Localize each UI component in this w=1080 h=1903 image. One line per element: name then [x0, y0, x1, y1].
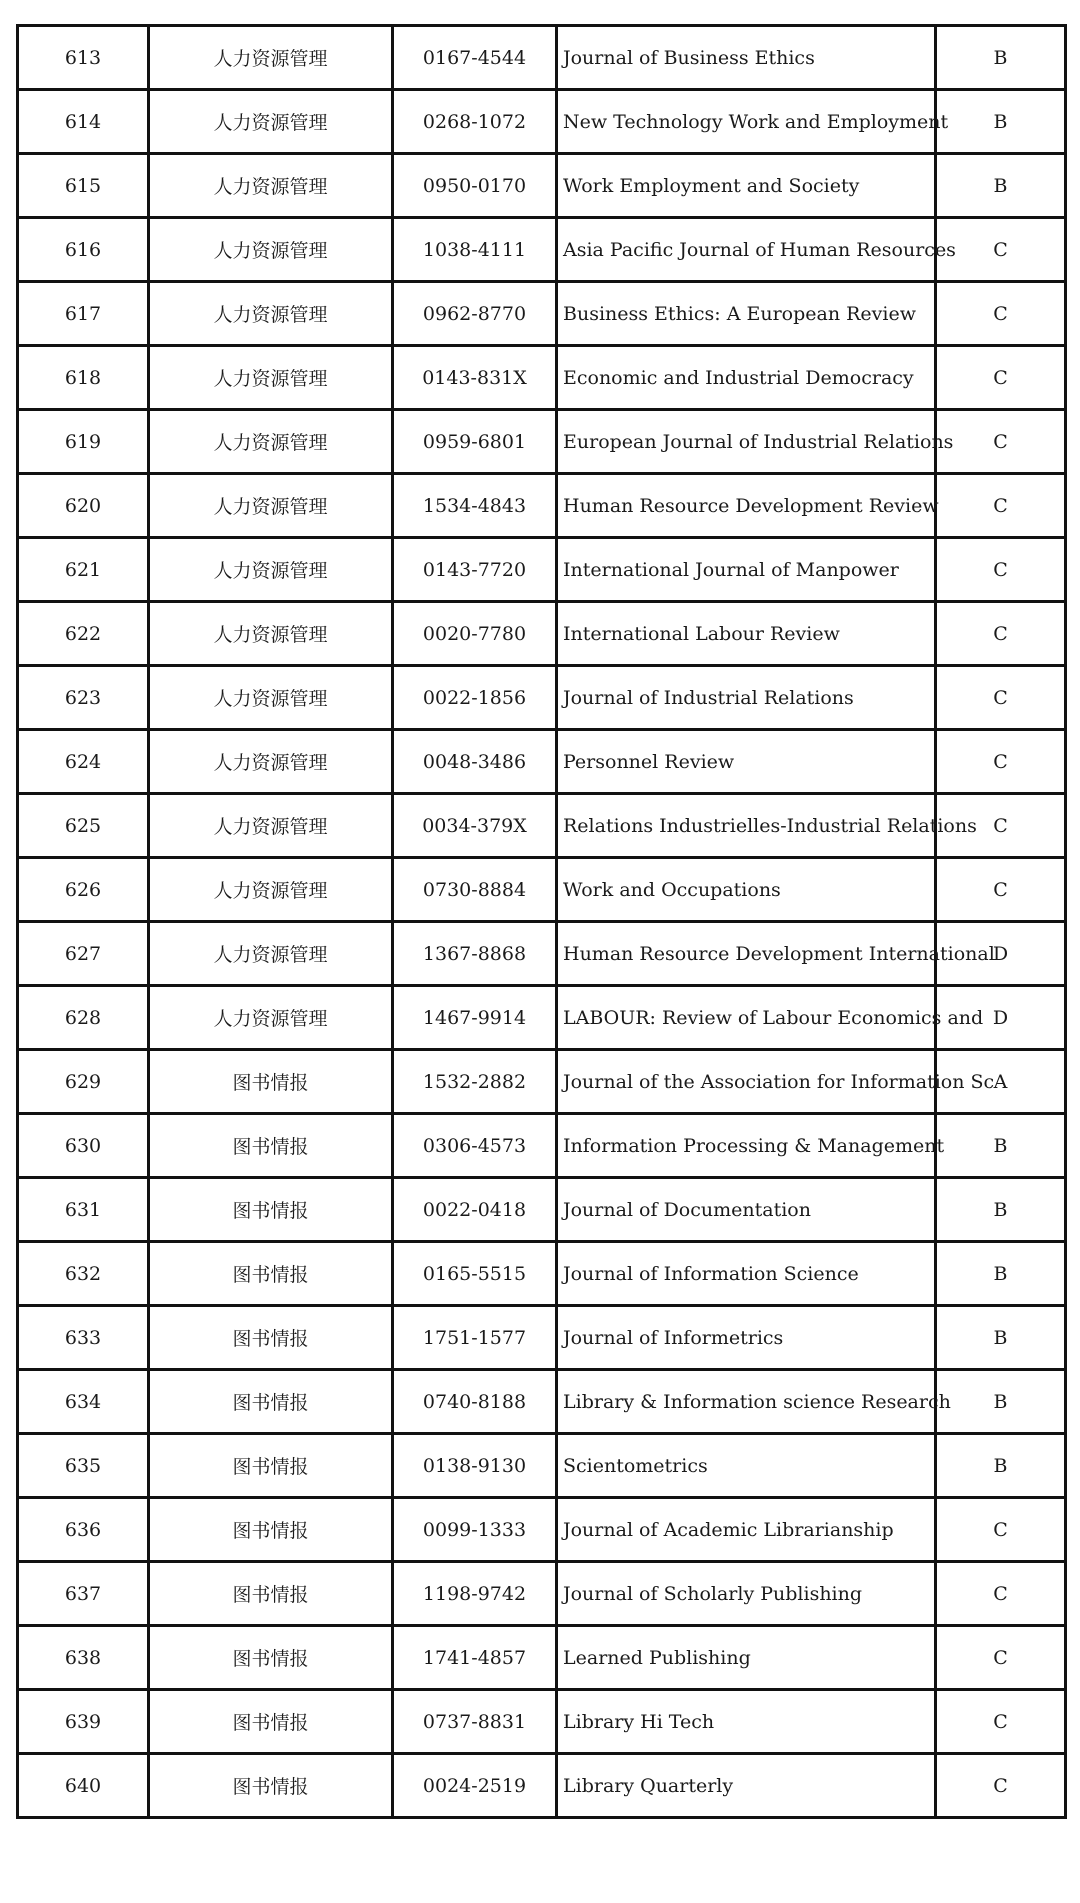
table-row [18, 154, 1066, 218]
subject-category: 图书情报 [149, 1306, 393, 1370]
issn-cell: 0143-7720 [393, 538, 557, 602]
issn-cell: 0143-831X [393, 346, 557, 410]
issn-cell: 0022-1856 [393, 666, 557, 730]
grade-cell: D [936, 986, 1066, 1050]
table-row [18, 1050, 1066, 1114]
issn-cell: 1367-8868 [393, 922, 557, 986]
row-number: 631 [18, 1178, 149, 1242]
table-row [18, 858, 1066, 922]
row-number: 618 [18, 346, 149, 410]
subject-category: 人力资源管理 [149, 794, 393, 858]
row-number: 616 [18, 218, 149, 282]
grade-cell: B [936, 90, 1066, 154]
journal-title: Scientometrics [557, 1434, 936, 1498]
issn-cell: 0099-1333 [393, 1498, 557, 1562]
row-number: 638 [18, 1626, 149, 1690]
issn-cell: 0962-8770 [393, 282, 557, 346]
row-number: 636 [18, 1498, 149, 1562]
table-row [18, 1498, 1066, 1562]
issn-cell: 1741-4857 [393, 1626, 557, 1690]
grade-cell: C [936, 1754, 1066, 1818]
table-row [18, 1626, 1066, 1690]
subject-category: 人力资源管理 [149, 538, 393, 602]
subject-category: 人力资源管理 [149, 26, 393, 90]
issn-cell: 1532-2882 [393, 1050, 557, 1114]
subject-category: 人力资源管理 [149, 922, 393, 986]
row-number: 614 [18, 90, 149, 154]
subject-category: 图书情报 [149, 1498, 393, 1562]
journal-title: Human Resource Development International [557, 922, 936, 986]
row-number: 630 [18, 1114, 149, 1178]
journal-table-container [16, 24, 1064, 1819]
grade-cell: C [936, 410, 1066, 474]
issn-cell: 0950-0170 [393, 154, 557, 218]
journal-table-body [18, 26, 1066, 1818]
journal-title: Asia Pacific Journal of Human Resources [557, 218, 936, 282]
issn-cell: 0268-1072 [393, 90, 557, 154]
table-row [18, 1306, 1066, 1370]
subject-category: 人力资源管理 [149, 666, 393, 730]
subject-category: 人力资源管理 [149, 474, 393, 538]
grade-cell: B [936, 154, 1066, 218]
issn-cell: 0022-0418 [393, 1178, 557, 1242]
journal-title: Information Processing & Management [557, 1114, 936, 1178]
row-number: 632 [18, 1242, 149, 1306]
issn-cell: 0165-5515 [393, 1242, 557, 1306]
row-number: 640 [18, 1754, 149, 1818]
issn-cell: 0020-7780 [393, 602, 557, 666]
journal-title: Journal of Business Ethics [557, 26, 936, 90]
table-row [18, 1690, 1066, 1754]
grade-cell: C [936, 666, 1066, 730]
issn-cell: 0048-3486 [393, 730, 557, 794]
row-number: 624 [18, 730, 149, 794]
journal-title: Work and Occupations [557, 858, 936, 922]
row-number: 633 [18, 1306, 149, 1370]
row-number: 639 [18, 1690, 149, 1754]
issn-cell: 0167-4544 [393, 26, 557, 90]
row-number: 621 [18, 538, 149, 602]
issn-cell: 0959-6801 [393, 410, 557, 474]
table-row [18, 1562, 1066, 1626]
table-row [18, 730, 1066, 794]
grade-cell: C [936, 858, 1066, 922]
subject-category: 人力资源管理 [149, 90, 393, 154]
issn-cell: 0740-8188 [393, 1370, 557, 1434]
row-number: 615 [18, 154, 149, 218]
journal-title: Journal of Scholarly Publishing [557, 1562, 936, 1626]
grade-cell: B [936, 1242, 1066, 1306]
table-row [18, 90, 1066, 154]
grade-cell: C [936, 282, 1066, 346]
subject-category: 图书情报 [149, 1050, 393, 1114]
issn-cell: 1534-4843 [393, 474, 557, 538]
grade-cell: B [936, 1306, 1066, 1370]
grade-cell: B [936, 26, 1066, 90]
table-row [18, 346, 1066, 410]
grade-cell: B [936, 1370, 1066, 1434]
journal-title: Journal of Industrial Relations [557, 666, 936, 730]
grade-cell: C [936, 474, 1066, 538]
issn-cell: 0034-379X [393, 794, 557, 858]
table-row [18, 218, 1066, 282]
subject-category: 图书情报 [149, 1178, 393, 1242]
journal-title: Journal of Informetrics [557, 1306, 936, 1370]
subject-category: 图书情报 [149, 1626, 393, 1690]
journal-title: Work Employment and Society [557, 154, 936, 218]
subject-category: 图书情报 [149, 1242, 393, 1306]
table-row [18, 474, 1066, 538]
grade-cell: B [936, 1114, 1066, 1178]
table-row [18, 282, 1066, 346]
row-number: 625 [18, 794, 149, 858]
row-number: 622 [18, 602, 149, 666]
issn-cell: 0737-8831 [393, 1690, 557, 1754]
subject-category: 人力资源管理 [149, 986, 393, 1050]
journal-title: European Journal of Industrial Relations [557, 410, 936, 474]
row-number: 637 [18, 1562, 149, 1626]
grade-cell: C [936, 1626, 1066, 1690]
subject-category: 图书情报 [149, 1754, 393, 1818]
subject-category: 图书情报 [149, 1434, 393, 1498]
grade-cell: C [936, 794, 1066, 858]
row-number: 635 [18, 1434, 149, 1498]
table-row [18, 1434, 1066, 1498]
table-row [18, 602, 1066, 666]
issn-cell: 1467-9914 [393, 986, 557, 1050]
subject-category: 人力资源管理 [149, 154, 393, 218]
subject-category: 人力资源管理 [149, 602, 393, 666]
journal-title: Journal of Documentation [557, 1178, 936, 1242]
grade-cell: C [936, 730, 1066, 794]
row-number: 619 [18, 410, 149, 474]
table-row [18, 1178, 1066, 1242]
issn-cell: 0730-8884 [393, 858, 557, 922]
subject-category: 人力资源管理 [149, 282, 393, 346]
row-number: 628 [18, 986, 149, 1050]
row-number: 634 [18, 1370, 149, 1434]
grade-cell: C [936, 1498, 1066, 1562]
table-row [18, 1242, 1066, 1306]
grade-cell: C [936, 602, 1066, 666]
grade-cell: D [936, 922, 1066, 986]
subject-category: 人力资源管理 [149, 858, 393, 922]
grade-cell: C [936, 1690, 1066, 1754]
grade-cell: C [936, 218, 1066, 282]
table-row [18, 538, 1066, 602]
row-number: 617 [18, 282, 149, 346]
grade-cell: C [936, 538, 1066, 602]
grade-cell: A [936, 1050, 1066, 1114]
subject-category: 人力资源管理 [149, 218, 393, 282]
issn-cell: 0306-4573 [393, 1114, 557, 1178]
table-row [18, 922, 1066, 986]
journal-title: New Technology Work and Employment [557, 90, 936, 154]
subject-category: 人力资源管理 [149, 346, 393, 410]
journal-ranking-table [16, 24, 1067, 1819]
grade-cell: B [936, 1178, 1066, 1242]
grade-cell: C [936, 1562, 1066, 1626]
table-row [18, 986, 1066, 1050]
journal-title: Learned Publishing [557, 1626, 936, 1690]
issn-cell: 0024-2519 [393, 1754, 557, 1818]
issn-cell: 0138-9130 [393, 1434, 557, 1498]
journal-title: Library Hi Tech [557, 1690, 936, 1754]
journal-title: International Journal of Manpower [557, 538, 936, 602]
table-row [18, 666, 1066, 730]
table-row [18, 26, 1066, 90]
journal-title: Business Ethics: A European Review [557, 282, 936, 346]
table-row [18, 1754, 1066, 1818]
subject-category: 图书情报 [149, 1114, 393, 1178]
journal-title: Journal of the Association for Information Sc [557, 1050, 936, 1114]
table-row [18, 1370, 1066, 1434]
subject-category: 人力资源管理 [149, 410, 393, 474]
journal-title: Library & Information science Research [557, 1370, 936, 1434]
journal-title: Journal of Academic Librarianship [557, 1498, 936, 1562]
journal-title: Library Quarterly [557, 1754, 936, 1818]
subject-category: 图书情报 [149, 1562, 393, 1626]
journal-title: Journal of Information Science [557, 1242, 936, 1306]
subject-category: 人力资源管理 [149, 730, 393, 794]
row-number: 613 [18, 26, 149, 90]
journal-title: Personnel Review [557, 730, 936, 794]
subject-category: 图书情报 [149, 1690, 393, 1754]
grade-cell: C [936, 346, 1066, 410]
table-row [18, 410, 1066, 474]
journal-title: Relations Industrielles-Industrial Relations [557, 794, 936, 858]
row-number: 620 [18, 474, 149, 538]
journal-title: International Labour Review [557, 602, 936, 666]
issn-cell: 1038-4111 [393, 218, 557, 282]
issn-cell: 1751-1577 [393, 1306, 557, 1370]
table-row [18, 1114, 1066, 1178]
journal-title: Economic and Industrial Democracy [557, 346, 936, 410]
row-number: 627 [18, 922, 149, 986]
row-number: 623 [18, 666, 149, 730]
grade-cell: B [936, 1434, 1066, 1498]
row-number: 629 [18, 1050, 149, 1114]
row-number: 626 [18, 858, 149, 922]
table-row [18, 794, 1066, 858]
journal-title: LABOUR: Review of Labour Economics and [557, 986, 936, 1050]
issn-cell: 1198-9742 [393, 1562, 557, 1626]
journal-title: Human Resource Development Review [557, 474, 936, 538]
subject-category: 图书情报 [149, 1370, 393, 1434]
